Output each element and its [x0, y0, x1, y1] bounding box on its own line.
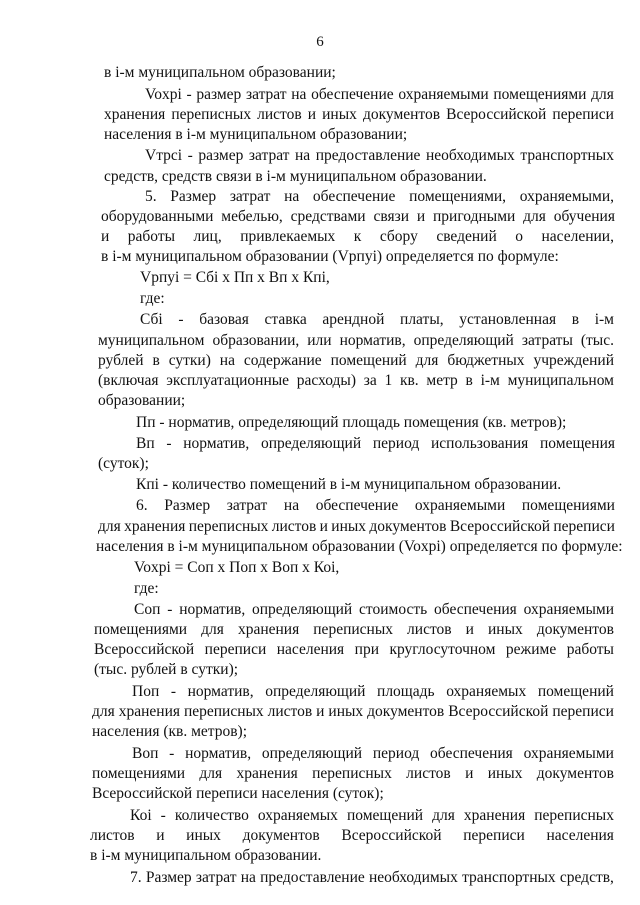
text-line: в i-м муниципальном образовании.	[90, 847, 322, 864]
text-line: для хранения переписных листов и иных документов Всероссийской переписи	[98, 518, 615, 535]
text-line: хранения переписных листов и иных документов Всероссийской переписи	[104, 106, 614, 123]
text-line: для хранения переписных листов и иных документов Всероссийской переписи	[92, 703, 614, 720]
text-line: 6. Размер затрат на обеспечение охраняемыми помещениями	[136, 497, 615, 514]
text-line: Всероссийской переписи населения при круглосуточном режиме работы	[94, 641, 614, 658]
text-line: листов и иных документов Всероссийской переписи населения	[90, 827, 614, 844]
text-line: (тыс. рублей в сутки);	[94, 661, 239, 678]
text-line: Всероссийской переписи населения (суток);	[92, 785, 384, 802]
text-line: где:	[140, 290, 165, 307]
text-line: Вп - норматив, определяющий период использования помещения	[136, 435, 615, 452]
page-number: 6	[316, 34, 324, 50]
text-line: помещениями для хранения переписных листов и иных документов	[92, 765, 614, 782]
text-line: Кпi - количество помещений в i-м муниципальном образовании.	[136, 476, 562, 493]
text-line: Vрпуi = Cбi x Пп x Вп x Кпi,	[140, 269, 330, 286]
text-line: 7. Размер затрат на предоставление необходимых транспортных средств,	[130, 869, 614, 886]
text-line: Пп - норматив, определяющий площадь помещения (кв. метров);	[136, 414, 567, 431]
text-line: муниципальном образовании, или норматив, определяющий затраты (тыс.	[98, 332, 614, 349]
text-line: Vтрсi - размер затрат на предоставление необходимых транспортных	[145, 147, 614, 164]
text-line: 5. Размер затрат на обеспечение помещениями, охраняемыми,	[145, 188, 614, 205]
text-line: Воп - норматив, определяющий период обеспечения охраняемыми	[132, 745, 614, 762]
text-line: (включая эксплуатационные расходы) за 1 кв. метр в i-м муниципальном	[98, 372, 614, 389]
text-line: в i-м муниципальном образовании;	[104, 64, 336, 81]
text-line: Поп - норматив, определяющий площадь охраняемых помещений	[132, 683, 614, 700]
text-line: Voxpi - размер затрат на обеспечение охраняемыми помещениями для	[145, 86, 614, 103]
text-line: где:	[134, 580, 159, 597]
text-line: Cоп - норматив, определяющий стоимость обеспечения охраняемыми	[134, 601, 614, 618]
text-line: населения (кв. метров);	[92, 723, 248, 740]
text-line: в i-м муниципальном образовании (Vрпуi) определяется по формуле:	[101, 248, 559, 265]
text-line: рублей в сутки) на содержание помещений для бюджетных учреждений	[98, 352, 614, 369]
text-line: и работы лиц, привлекаемых к сбору сведений о населении,	[101, 228, 614, 245]
text-line: Сбi - базовая ставка арендной платы, установленная в i-м	[140, 311, 614, 328]
text-line: оборудованными мебелью, средствами связи и пригодными для обучения	[101, 208, 615, 225]
text-line: Коi - количество охраняемых помещений для хранения переписных	[130, 807, 614, 824]
text-line: средств, средств связи в i-м муниципальном образовании.	[104, 168, 487, 185]
text-line: помещениями для хранения переписных листов и иных документов	[94, 621, 614, 638]
text-line: образовании;	[98, 392, 186, 409]
text-line: населения в i-м муниципальном образовании;	[104, 126, 408, 143]
text-line: Voxpi = Cоп x Поп x Воп x Коi,	[134, 559, 340, 576]
text-line: населения в i-м муниципальном образовании (Voxpi) определяется по формуле:	[96, 538, 623, 555]
text-line: (суток);	[98, 455, 149, 472]
